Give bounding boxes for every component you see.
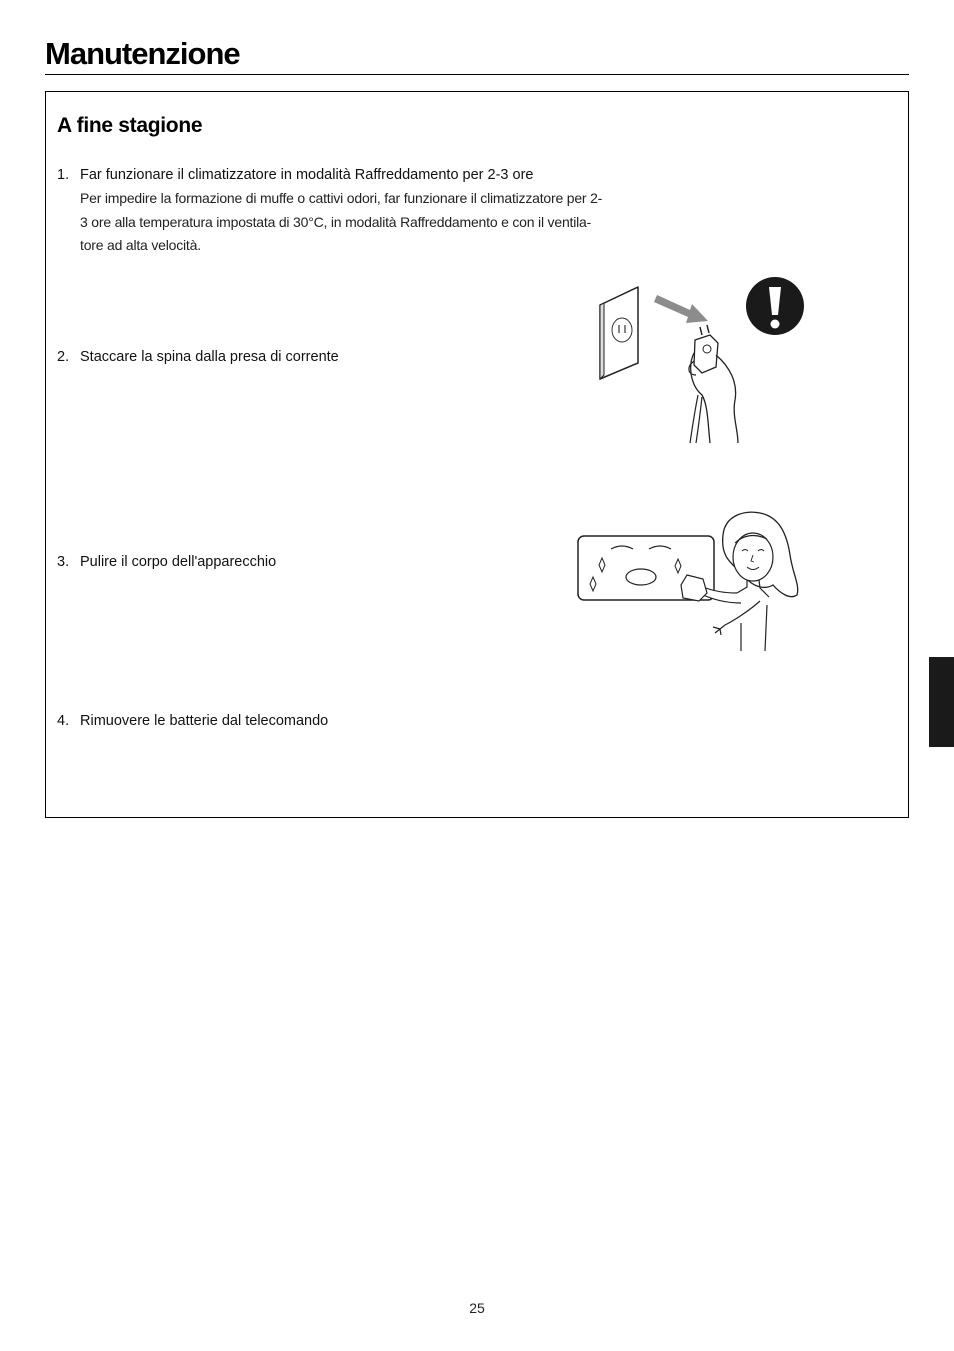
step-number: 4.	[57, 713, 70, 729]
page-title: Manutenzione	[45, 36, 240, 71]
unplug-illustration	[590, 275, 820, 450]
step-number: 3.	[57, 554, 70, 570]
page-number: 25	[469, 1300, 485, 1316]
step-title: Pulire il corpo dell'apparecchio	[80, 554, 277, 570]
description-line: 3 ore alla temperatura impostata di 30°C, in modalità Raffreddamento e con il ventila-	[80, 213, 592, 230]
exclamation-warning-icon	[746, 277, 804, 335]
step-number: 2.	[57, 349, 70, 365]
title-divider	[45, 74, 909, 75]
step-title: Far funzionare il climatizzatore in modalità Raffreddamento per 2-3 ore	[80, 167, 534, 183]
step-number: 1.	[57, 167, 70, 183]
step-1-description	[80, 187, 640, 258]
step-title: Rimuovere le batterie dal telecomando	[80, 713, 329, 729]
description-line: Per impedire la formazione di muffe o cattivi odori, far funzionare il climatizzatore per 2-	[80, 190, 603, 206]
description-line: tore ad alta velocità.	[80, 237, 201, 253]
woman-cleaning-unit-illustration	[575, 505, 810, 655]
chapter-tab	[929, 657, 954, 747]
section-title: A fine stagione	[57, 114, 203, 137]
step-title: Staccare la spina dalla presa di corrente	[80, 349, 339, 365]
